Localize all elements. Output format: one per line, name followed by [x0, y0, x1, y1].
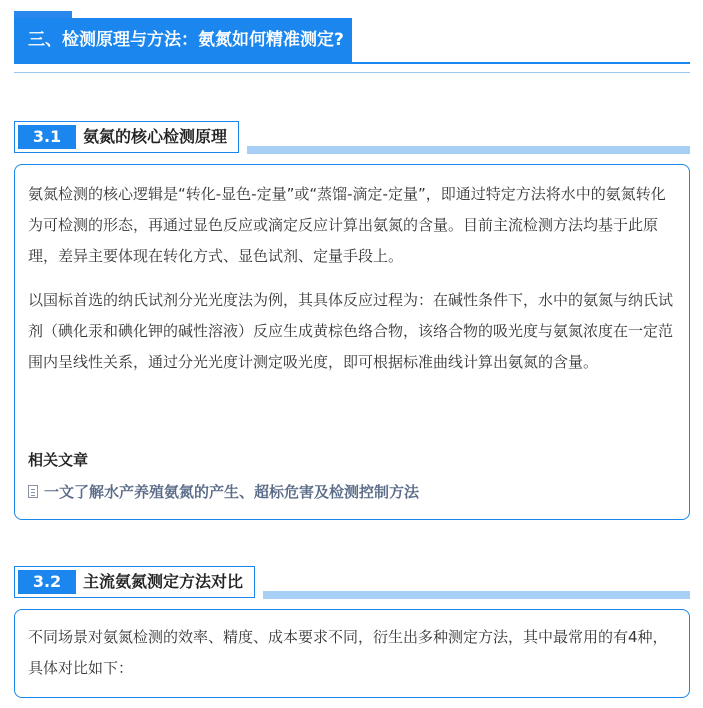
- subsection-bar-decoration: [263, 591, 690, 599]
- subsection-label: 主流氨氮测定方法对比: [83, 572, 244, 591]
- header-underline-thin: [14, 72, 690, 73]
- comparison-paragraph-1: 不同场景对氨氮检测的效率、精度、成本要求不同，衍生出多种测定方法，其中最常用的有4种，具体对比如下：: [28, 628, 668, 677]
- section-header: [14, 18, 352, 62]
- related-article-link-text[interactable]: 一文了解水产养殖氨氮的产生、超标危害及检测控制方法: [44, 483, 420, 501]
- principle-content-box: [14, 164, 690, 520]
- principle-paragraph-2: 以国标首选的纳氏试剂分光光度法为例，其具体反应过程为：在碱性条件下，水中的氨氮与纳氏试剂（碘化汞和碘化钾的碱性溶液）反应生成黄棕色络合物，该络合物的吸光度与氨氮浓度在一定范围内呈线性关系，通过分光光度计测定吸光度，即可根据标准曲线计算出氨氮的含量。: [28, 291, 674, 371]
- subsection-number: 3.2: [18, 570, 76, 594]
- subsection-title-3-2: [14, 566, 255, 598]
- header-underline: [14, 62, 690, 64]
- document-icon: [28, 485, 38, 498]
- related-articles-heading: 相关文章: [28, 451, 89, 469]
- comparison-content-box: [14, 609, 690, 698]
- subsection-bar-decoration: [247, 146, 690, 154]
- subsection-label: 氨氮的核心检测原理: [83, 127, 228, 146]
- section-header-title: 三、检测原理与方法：氨氮如何精准测定?: [28, 30, 344, 50]
- subsection-number: 3.1: [18, 125, 76, 149]
- related-article-link[interactable]: [28, 481, 419, 503]
- subsection-title-3-1: [14, 121, 239, 153]
- principle-paragraph-1: 氨氮检测的核心逻辑是“转化-显色-定量”或“蒸馏-滴定-定量”，即通过特定方法将水中的氨氮转化为可检测的形态，再通过显色反应或滴定反应计算出氨氮的含量。目前主流检测方法均基于此原理，差异主要体现在转化方式、显色试剂、定量手段上。: [28, 185, 666, 265]
